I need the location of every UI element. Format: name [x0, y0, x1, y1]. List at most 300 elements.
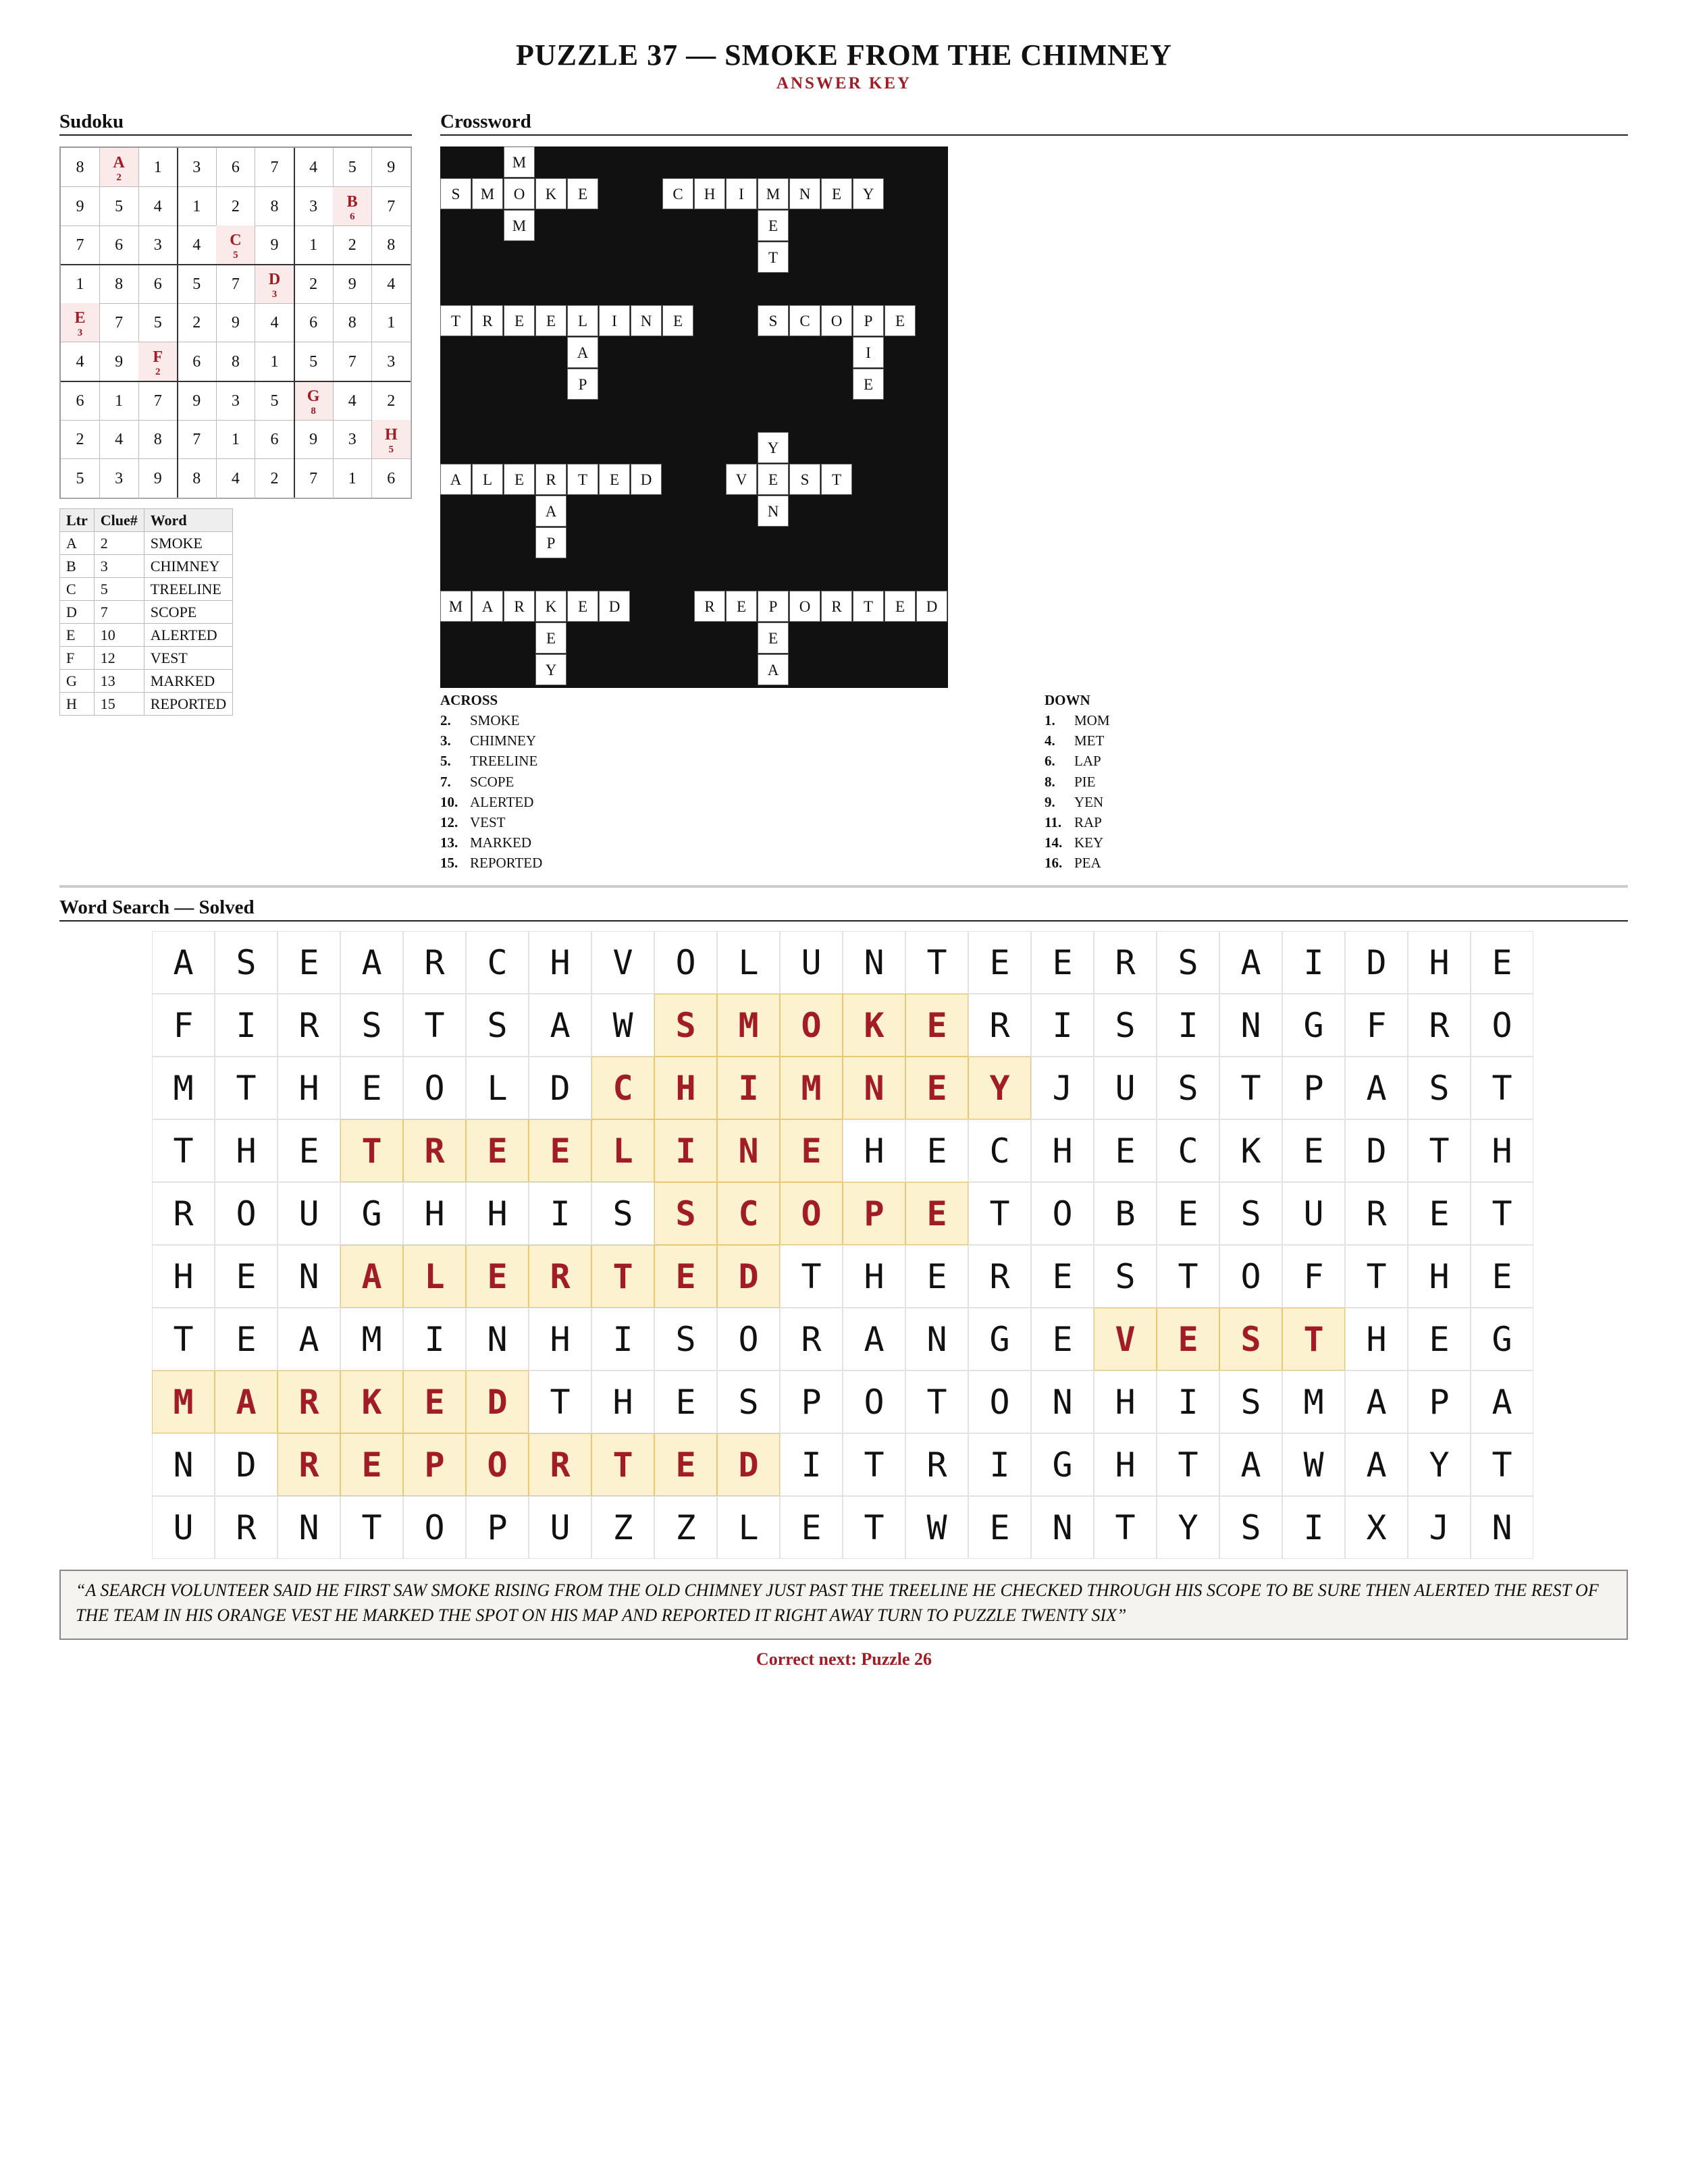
- sudoku-cell: 1: [333, 459, 372, 498]
- wordsearch-cell: L: [466, 1057, 529, 1119]
- sudoku-cell: 8: [61, 148, 100, 187]
- wordsearch-cell: H: [215, 1119, 278, 1182]
- clue-answer: MOM: [1074, 712, 1110, 728]
- sudoku-box-line: [177, 148, 178, 498]
- clue-answer: MARKED: [470, 834, 532, 851]
- sudoku-letter-value: 5: [233, 250, 238, 261]
- wordsearch-cell: T: [843, 1496, 905, 1559]
- wordsearch-cell: T: [905, 931, 968, 994]
- clue-number: 7.: [440, 773, 451, 790]
- wordsearch-cell: T: [1471, 1057, 1533, 1119]
- sudoku-cell: 1: [294, 225, 334, 265]
- crossword-cell: M: [758, 178, 789, 209]
- crossword-cell: T: [440, 305, 471, 336]
- wordsearch-cell: I: [1157, 994, 1219, 1057]
- wordsearch-cell: T: [1157, 1245, 1219, 1308]
- wordsearch-cell: H: [591, 1370, 654, 1433]
- wordsearch-cell: O: [780, 1182, 843, 1245]
- key-table-cell: VEST: [144, 647, 232, 670]
- wordsearch-cell: H: [403, 1182, 466, 1245]
- wordsearch-cell: E: [529, 1119, 591, 1182]
- wordsearch-cell: N: [1219, 994, 1282, 1057]
- wordsearch-cell: N: [843, 931, 905, 994]
- wordsearch-cell: S: [1219, 1370, 1282, 1433]
- wordsearch-cell: C: [968, 1119, 1031, 1182]
- wordsearch-cell: Y: [968, 1057, 1031, 1119]
- wordsearch-cell: I: [968, 1433, 1031, 1496]
- sudoku-cell: 3: [372, 342, 411, 381]
- crossword-cell: O: [821, 305, 852, 336]
- wordsearch-cell: H: [654, 1057, 717, 1119]
- sudoku-cell: 5: [100, 187, 139, 226]
- sudoku-letter: E: [74, 309, 86, 327]
- clue-item: [1045, 753, 1101, 770]
- wordsearch-heading: Word Search — Solved: [59, 897, 1628, 922]
- key-table-column-header: Clue#: [94, 509, 144, 532]
- sudoku-letter-value: 6: [349, 211, 355, 222]
- wordsearch-cell: S: [1219, 1308, 1282, 1370]
- clue-number: 4.: [1045, 733, 1055, 749]
- wordsearch-cell: S: [1094, 994, 1157, 1057]
- crossword-cell: E: [535, 622, 566, 654]
- crossword-cell: E: [504, 305, 535, 336]
- wordsearch-cell: H: [1408, 1245, 1471, 1308]
- sudoku-cell: 7: [178, 420, 217, 459]
- wordsearch-cell: A: [1219, 1433, 1282, 1496]
- crossword-cell: E: [758, 464, 789, 495]
- wordsearch-cell: E: [466, 1245, 529, 1308]
- wordsearch-cell: N: [1471, 1496, 1533, 1559]
- wordsearch-cell: I: [717, 1057, 780, 1119]
- sudoku-cell: 6: [138, 265, 178, 304]
- wordsearch-cell: D: [717, 1245, 780, 1308]
- wordsearch-cell: T: [340, 1119, 403, 1182]
- wordsearch-cell: S: [215, 931, 278, 994]
- crossword-heading: Crossword: [440, 111, 1628, 136]
- wordsearch-cell: E: [215, 1245, 278, 1308]
- wordsearch-cell: H: [1471, 1119, 1533, 1182]
- key-table-cell: REPORTED: [144, 693, 232, 716]
- key-table-cell: MARKED: [144, 670, 232, 693]
- sudoku-cell: 6: [61, 381, 100, 421]
- wordsearch-cell: T: [215, 1057, 278, 1119]
- clue-answer: PEA: [1074, 855, 1101, 872]
- wordsearch-cell: O: [1031, 1182, 1094, 1245]
- sudoku-cell: 3: [333, 420, 372, 459]
- sudoku-cell: 3: [216, 381, 255, 421]
- wordsearch-cell: K: [843, 994, 905, 1057]
- crossword-cell: I: [599, 305, 630, 336]
- sudoku-cell: 1: [255, 342, 294, 381]
- wordsearch-cell: L: [717, 1496, 780, 1559]
- sudoku-cell: 6: [255, 420, 294, 459]
- sudoku-cell: 7: [216, 265, 255, 304]
- key-table-cell: 15: [94, 693, 144, 716]
- wordsearch-cell: N: [466, 1308, 529, 1370]
- wordsearch-cell: T: [1408, 1119, 1471, 1182]
- wordsearch-cell: O: [654, 931, 717, 994]
- sudoku-cell: [294, 381, 334, 421]
- key-table-cell: 3: [94, 555, 144, 578]
- clue-number: 16.: [1045, 855, 1063, 872]
- sudoku-cell: 4: [372, 265, 411, 304]
- wordsearch-cell: R: [968, 1245, 1031, 1308]
- wordsearch-cell: S: [717, 1370, 780, 1433]
- sudoku-cell: 7: [61, 225, 100, 265]
- clue-answer: TREELINE: [470, 753, 538, 770]
- wordsearch-cell: R: [278, 1370, 340, 1433]
- wordsearch-cell: T: [843, 1433, 905, 1496]
- sudoku-cell: 7: [294, 459, 334, 498]
- sudoku-letter: A: [113, 154, 125, 171]
- clue-number: 13.: [440, 834, 458, 851]
- sudoku-cell: 5: [61, 459, 100, 498]
- wordsearch-cell: T: [968, 1182, 1031, 1245]
- sudoku-box-line: [61, 264, 411, 265]
- crossword-grid: [440, 147, 948, 688]
- wordsearch-cell: E: [1408, 1308, 1471, 1370]
- crossword-cell: M: [504, 147, 535, 178]
- sudoku-letter: C: [230, 232, 242, 250]
- wordsearch-cell: G: [1471, 1308, 1533, 1370]
- wordsearch-cell: F: [1345, 994, 1408, 1057]
- key-table-cell: B: [60, 555, 95, 578]
- wordsearch-cell: P: [1282, 1057, 1345, 1119]
- clue-item: [1045, 834, 1103, 851]
- wordsearch-cell: A: [1219, 931, 1282, 994]
- wordsearch-cell: E: [654, 1245, 717, 1308]
- wordsearch-cell: O: [466, 1433, 529, 1496]
- crossword-cell: A: [758, 654, 789, 685]
- wordsearch-cell: E: [780, 1496, 843, 1559]
- clue-answer: ALERTED: [470, 793, 534, 810]
- sudoku-cell: [216, 225, 255, 265]
- wordsearch-cell: G: [1031, 1433, 1094, 1496]
- key-table-cell: 7: [94, 601, 144, 624]
- wordsearch-cell: M: [340, 1308, 403, 1370]
- sudoku-cell: 1: [100, 381, 139, 421]
- clue-answer: PIE: [1074, 773, 1096, 790]
- wordsearch-cell: T: [1345, 1245, 1408, 1308]
- wordsearch-cell: H: [529, 931, 591, 994]
- sudoku-cell: 4: [333, 381, 372, 421]
- key-table-cell: 2: [94, 532, 144, 555]
- wordsearch-cell: N: [278, 1245, 340, 1308]
- wordsearch-cell: R: [780, 1308, 843, 1370]
- wordsearch-cell: I: [529, 1182, 591, 1245]
- wordsearch-cell: E: [1471, 1245, 1533, 1308]
- wordsearch-cell: M: [717, 994, 780, 1057]
- wordsearch-cell: P: [403, 1433, 466, 1496]
- wordsearch-cell: T: [152, 1308, 215, 1370]
- key-table-cell: F: [60, 647, 95, 670]
- wordsearch-cell: S: [466, 994, 529, 1057]
- clue-number: 15.: [440, 855, 458, 872]
- wordsearch-cell: E: [968, 931, 1031, 994]
- clue-answer: SMOKE: [470, 712, 520, 728]
- wordsearch-cell: C: [1157, 1119, 1219, 1182]
- sudoku-cell: 9: [255, 225, 294, 265]
- wordsearch-cell: E: [215, 1308, 278, 1370]
- clue-answer: VEST: [470, 814, 506, 830]
- sudoku-cell: 4: [255, 303, 294, 342]
- key-table-cell: SMOKE: [144, 532, 232, 555]
- crossword-cell: N: [758, 496, 789, 527]
- wordsearch-cell: R: [152, 1182, 215, 1245]
- wordsearch-cell: E: [654, 1433, 717, 1496]
- wordsearch-cell: O: [215, 1182, 278, 1245]
- wordsearch-cell: H: [1345, 1308, 1408, 1370]
- sudoku-cell: 2: [255, 459, 294, 498]
- wordsearch-cell: G: [340, 1182, 403, 1245]
- crossword-cell: T: [758, 242, 789, 273]
- sudoku-cell: 7: [255, 148, 294, 187]
- wordsearch-cell: A: [1345, 1057, 1408, 1119]
- wordsearch-cell: E: [905, 1057, 968, 1119]
- wordsearch-cell: R: [278, 994, 340, 1057]
- clue-item: [440, 794, 533, 811]
- crossword-cell: L: [567, 305, 598, 336]
- sudoku-cell: 4: [138, 187, 178, 226]
- sudoku-cell: 1: [138, 148, 178, 187]
- sudoku-cell: 4: [294, 148, 334, 187]
- wordsearch-cell: M: [1282, 1370, 1345, 1433]
- wordsearch-cell: M: [152, 1370, 215, 1433]
- wordsearch-cell: T: [1219, 1057, 1282, 1119]
- wordsearch-cell: T: [1471, 1433, 1533, 1496]
- wordsearch-cell: H: [278, 1057, 340, 1119]
- wordsearch-cell: O: [717, 1308, 780, 1370]
- sudoku-cell: [333, 187, 372, 226]
- sudoku-cell: 9: [294, 420, 334, 459]
- wordsearch-cell: T: [403, 994, 466, 1057]
- crossword-cell: R: [821, 591, 852, 622]
- sudoku-letter-value: 3: [271, 288, 278, 300]
- wordsearch-cell: E: [1031, 1245, 1094, 1308]
- crossword-cell: T: [567, 464, 598, 495]
- wordsearch-cell: O: [1471, 994, 1533, 1057]
- wordsearch-cell: P: [843, 1182, 905, 1245]
- clue-item: [1045, 774, 1096, 791]
- clue-answer: CHIMNEY: [470, 733, 536, 749]
- key-table-cell: 13: [94, 670, 144, 693]
- wordsearch-cell: T: [780, 1245, 843, 1308]
- wordsearch-cell: W: [591, 994, 654, 1057]
- clue-item: [440, 712, 520, 729]
- sudoku-cell: [372, 420, 411, 459]
- wordsearch-cell: T: [529, 1370, 591, 1433]
- wordsearch-cell: R: [278, 1433, 340, 1496]
- sudoku-cell: 6: [216, 148, 255, 187]
- section-divider: [59, 885, 1628, 888]
- sudoku-cell: 5: [178, 265, 217, 304]
- wordsearch-cell: I: [1031, 994, 1094, 1057]
- wordsearch-cell: E: [340, 1433, 403, 1496]
- sudoku-cell: 8: [178, 459, 217, 498]
- wordsearch-cell: N: [843, 1057, 905, 1119]
- wordsearch-cell: D: [215, 1433, 278, 1496]
- sudoku-cell: 6: [294, 303, 334, 342]
- crossword-cell: E: [758, 210, 789, 241]
- wordsearch-cell: C: [591, 1057, 654, 1119]
- wordsearch-cell: T: [591, 1433, 654, 1496]
- wordsearch-cell: H: [843, 1119, 905, 1182]
- wordsearch-cell: N: [278, 1496, 340, 1559]
- crossword-cell: D: [599, 591, 630, 622]
- wordsearch-cell: S: [340, 994, 403, 1057]
- wordsearch-cell: H: [1031, 1119, 1094, 1182]
- wordsearch-cell: K: [340, 1370, 403, 1433]
- crossword-cell: D: [916, 591, 947, 622]
- wordsearch-cell: E: [340, 1057, 403, 1119]
- wordsearch-cell: N: [1031, 1496, 1094, 1559]
- wordsearch-cell: L: [403, 1245, 466, 1308]
- sudoku-cell: 3: [100, 459, 139, 498]
- clue-number: 5.: [440, 753, 451, 770]
- key-table-cell: A: [60, 532, 95, 555]
- sudoku-cell: 1: [61, 265, 100, 304]
- key-table-cell: CHIMNEY: [144, 555, 232, 578]
- sudoku-cell: 1: [178, 187, 217, 226]
- wordsearch-cell: I: [780, 1433, 843, 1496]
- sudoku-cell: 3: [294, 187, 334, 226]
- sudoku-cell: 9: [178, 381, 217, 421]
- sudoku-cell: 2: [178, 303, 217, 342]
- sudoku-cell: 7: [138, 381, 178, 421]
- sudoku-box-line: [294, 148, 295, 498]
- next-puzzle: Correct next: Puzzle 26: [756, 1649, 932, 1669]
- wordsearch-cell: O: [968, 1370, 1031, 1433]
- key-table-cell: E: [60, 624, 95, 647]
- sudoku-cell: 2: [333, 225, 372, 265]
- letter-key-table: [59, 508, 233, 716]
- wordsearch-cell: S: [1408, 1057, 1471, 1119]
- wordsearch-cell: C: [466, 931, 529, 994]
- crossword-cell: E: [662, 305, 693, 336]
- wordsearch-cell: T: [905, 1370, 968, 1433]
- clue-item: [440, 753, 537, 770]
- wordsearch-cell: T: [591, 1245, 654, 1308]
- wordsearch-cell: S: [654, 1182, 717, 1245]
- crossword-cell: E: [599, 464, 630, 495]
- clue-item: [440, 814, 506, 831]
- wordsearch-cell: R: [968, 994, 1031, 1057]
- wordsearch-cell: D: [1345, 1119, 1408, 1182]
- wordsearch-cell: D: [466, 1370, 529, 1433]
- clue-item: [440, 774, 514, 791]
- wordsearch-cell: S: [654, 994, 717, 1057]
- wordsearch-cell: J: [1031, 1057, 1094, 1119]
- crossword-cell: A: [440, 464, 471, 495]
- sudoku-cell: 8: [255, 187, 294, 226]
- wordsearch-cell: A: [1471, 1370, 1533, 1433]
- wordsearch-cell: T: [1471, 1182, 1533, 1245]
- wordsearch-cell: I: [654, 1119, 717, 1182]
- wordsearch-cell: O: [1219, 1245, 1282, 1308]
- sudoku-cell: 9: [216, 303, 255, 342]
- crossword-cell: Y: [535, 654, 566, 685]
- wordsearch-cell: U: [152, 1496, 215, 1559]
- wordsearch-cell: O: [403, 1496, 466, 1559]
- clue-answer: REPORTED: [470, 855, 543, 872]
- wordsearch-cell: W: [1282, 1433, 1345, 1496]
- clue-number: 9.: [1045, 793, 1055, 810]
- crossword-cell: S: [440, 178, 471, 209]
- sudoku-letter: B: [346, 192, 358, 211]
- crossword-cell: E: [535, 305, 566, 336]
- clue-number: 2.: [440, 712, 451, 728]
- sudoku-letter: G: [307, 387, 320, 405]
- wordsearch-cell: F: [152, 994, 215, 1057]
- sudoku-cell: 3: [138, 225, 178, 265]
- crossword-cell: M: [440, 591, 471, 622]
- crossword-cell: O: [789, 591, 820, 622]
- key-table-cell: 12: [94, 647, 144, 670]
- key-table-row: [60, 647, 233, 670]
- crossword-cell: Y: [758, 432, 789, 463]
- sudoku-cell: 6: [100, 225, 139, 265]
- sudoku-cell: 2: [216, 187, 255, 226]
- crossword-cell: C: [789, 305, 820, 336]
- wordsearch-cell: E: [466, 1119, 529, 1182]
- wordsearch-cell: H: [1094, 1433, 1157, 1496]
- wordsearch-cell: M: [152, 1057, 215, 1119]
- wordsearch-cell: P: [780, 1370, 843, 1433]
- wordsearch-cell: R: [403, 931, 466, 994]
- key-table-cell: G: [60, 670, 95, 693]
- wordsearch-cell: C: [717, 1182, 780, 1245]
- wordsearch-cell: B: [1094, 1182, 1157, 1245]
- crossword-cell: P: [567, 369, 598, 400]
- wordsearch-cell: T: [152, 1119, 215, 1182]
- wordsearch-cell: R: [215, 1496, 278, 1559]
- sudoku-cell: 1: [372, 303, 411, 342]
- crossword-cell: I: [726, 178, 757, 209]
- crossword-cell: E: [567, 591, 598, 622]
- crossword-cell: E: [567, 178, 598, 209]
- sudoku-cell: 8: [100, 265, 139, 304]
- wordsearch-cell: S: [1219, 1182, 1282, 1245]
- wordsearch-cell: R: [403, 1119, 466, 1182]
- wordsearch-cell: V: [1094, 1308, 1157, 1370]
- wordsearch-cell: T: [1282, 1308, 1345, 1370]
- wordsearch-cell: A: [529, 994, 591, 1057]
- crossword-cell: P: [853, 305, 884, 336]
- key-table-row: [60, 532, 233, 555]
- sudoku-cell: 7: [100, 303, 139, 342]
- crossword-cell: A: [567, 337, 598, 368]
- wordsearch-cell: U: [529, 1496, 591, 1559]
- wordsearch-cell: H: [466, 1182, 529, 1245]
- key-table-cell: 10: [94, 624, 144, 647]
- wordsearch-cell: I: [403, 1308, 466, 1370]
- clue-number: 11.: [1045, 814, 1062, 830]
- wordsearch-cell: A: [1345, 1370, 1408, 1433]
- wordsearch-cell: R: [905, 1433, 968, 1496]
- wordsearch-cell: E: [905, 1182, 968, 1245]
- sudoku-cell: 5: [138, 303, 178, 342]
- sudoku-heading: Sudoku: [59, 111, 412, 136]
- down-heading: DOWN: [1045, 692, 1090, 708]
- crossword-cell: A: [535, 496, 566, 527]
- sudoku-letter-value: 5: [388, 444, 394, 456]
- sudoku-cell: [61, 303, 100, 342]
- key-table-cell: C: [60, 578, 95, 601]
- clue-answer: LAP: [1074, 753, 1101, 770]
- sudoku-cell: 7: [333, 342, 372, 381]
- crossword-cell: E: [885, 591, 916, 622]
- clue-answer: KEY: [1074, 834, 1104, 851]
